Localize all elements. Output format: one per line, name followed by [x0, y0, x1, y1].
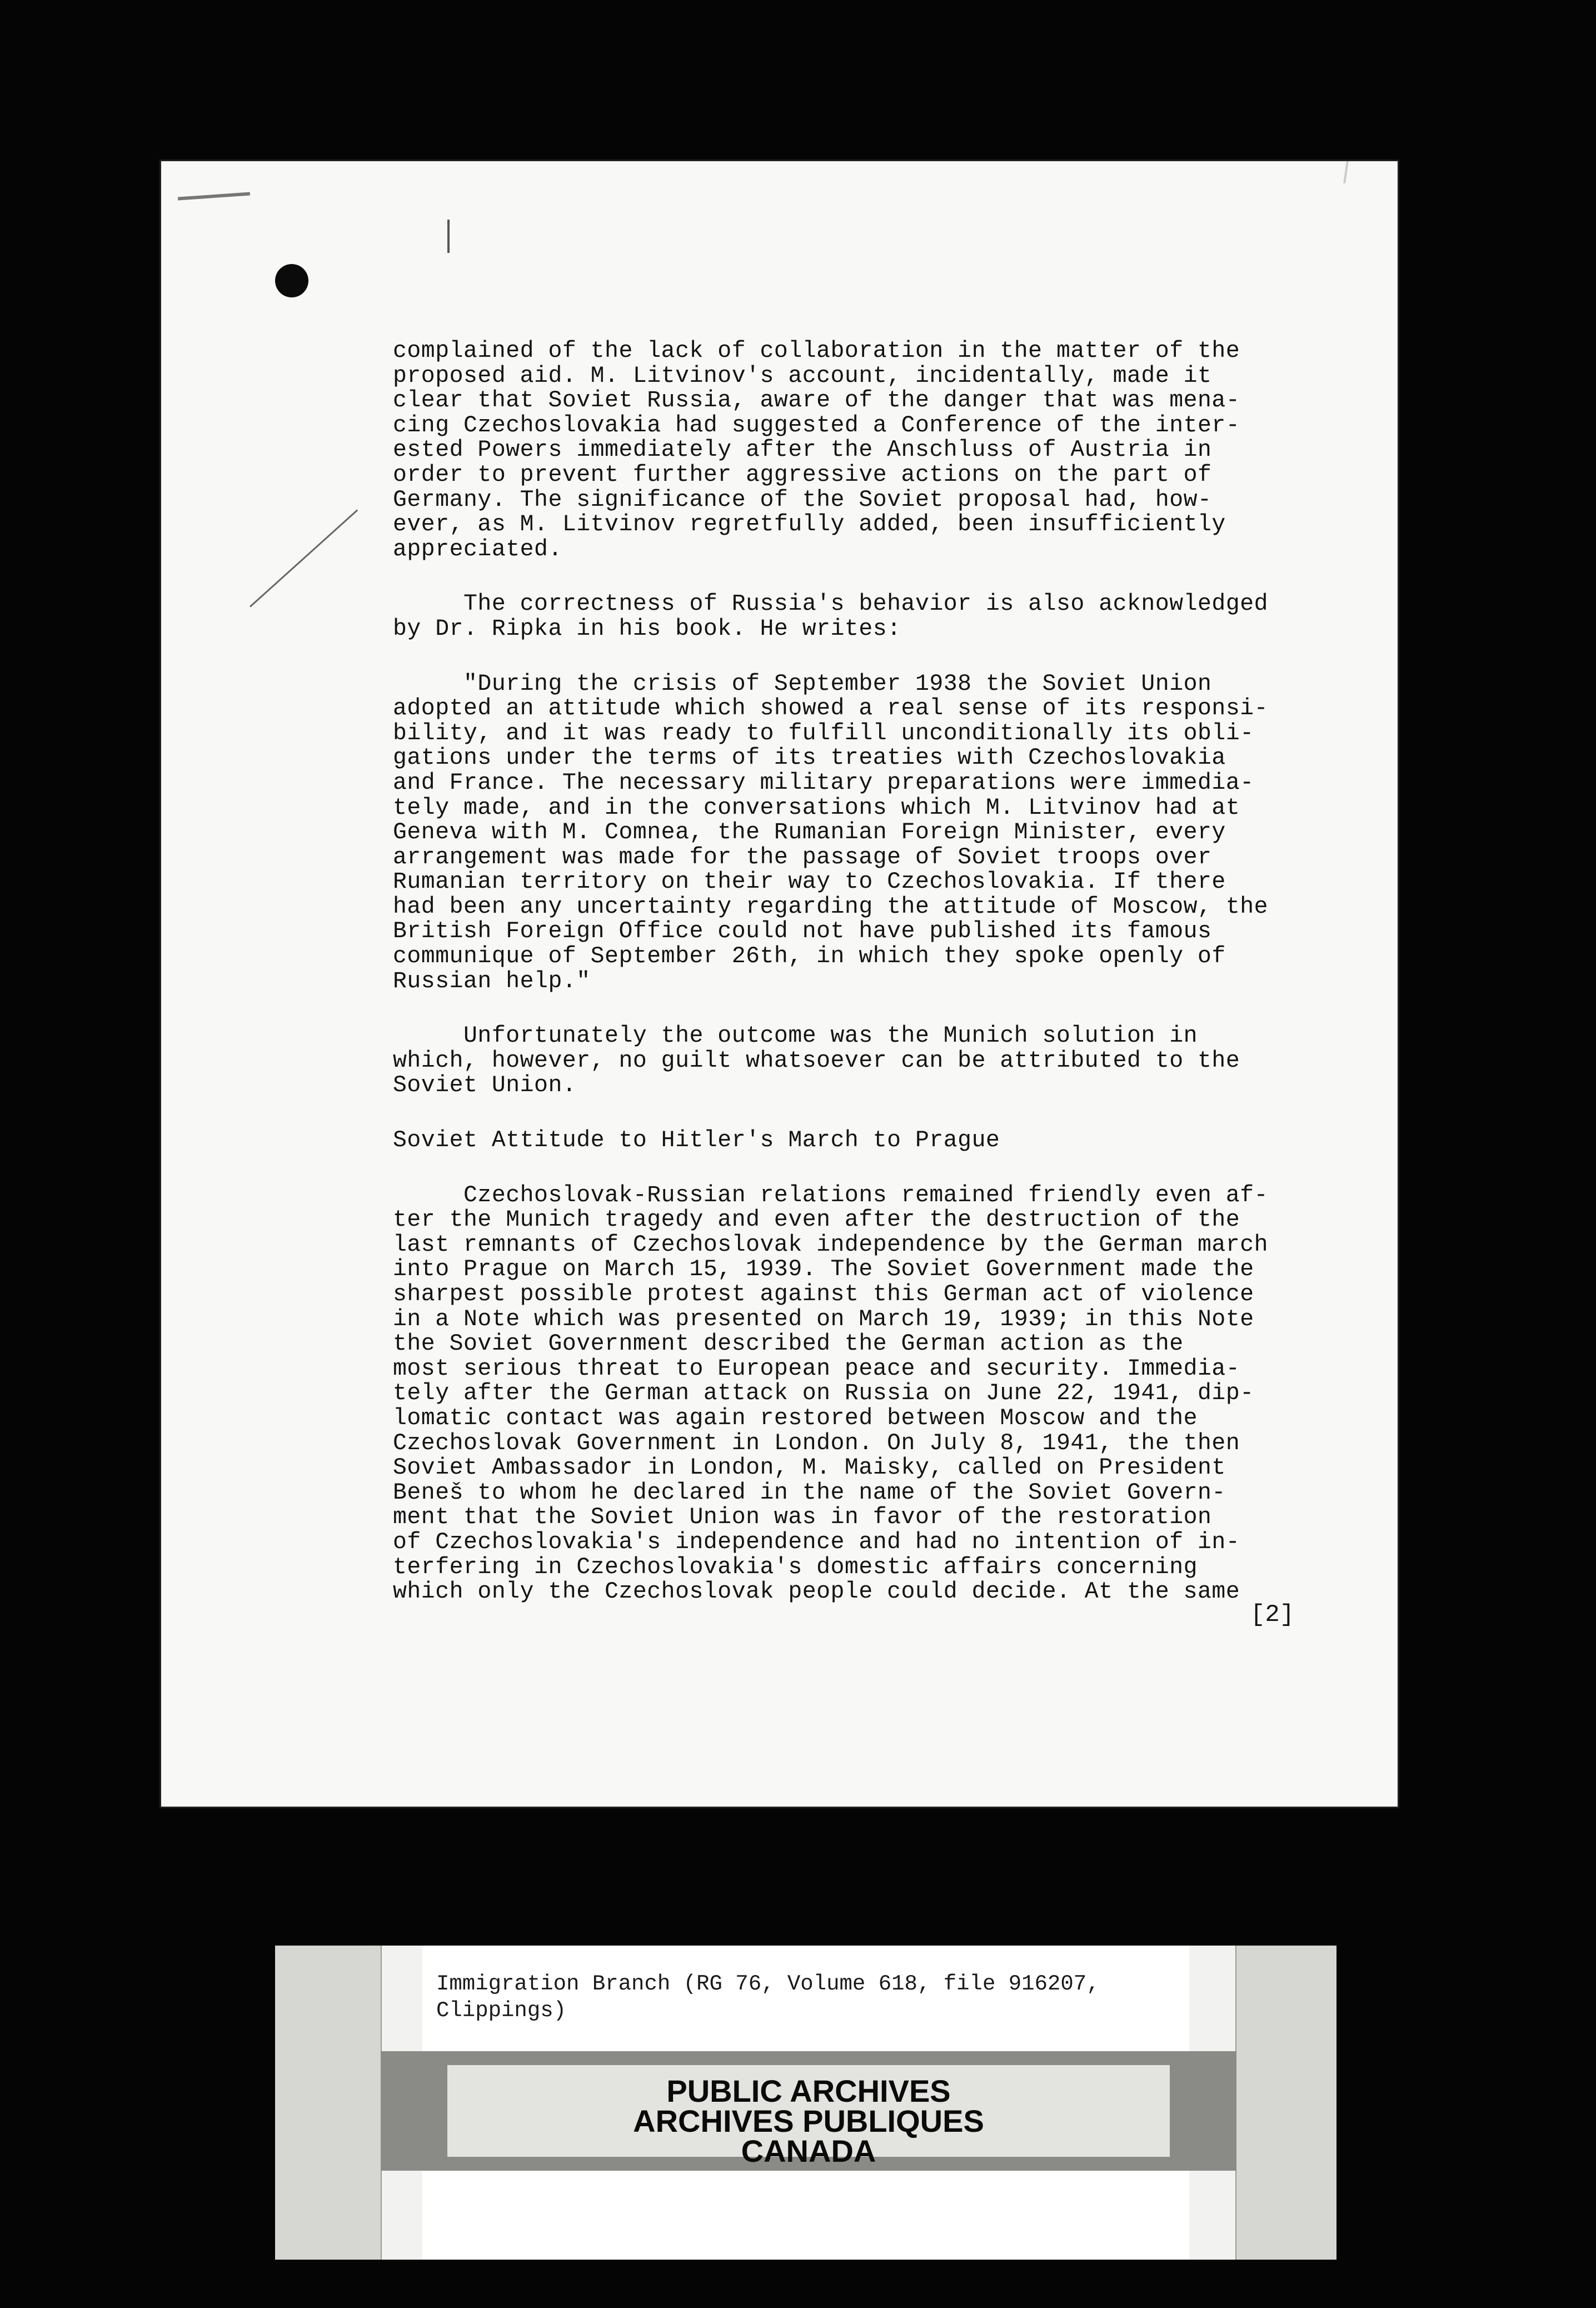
text-line: the Soviet Government described the German action as the [393, 1331, 1184, 1357]
text-line: and France. The necessary military preparations were immedia- [393, 769, 1254, 796]
block-quote [393, 672, 1360, 994]
text-line: ter the Munich tragedy and even after the destruction of the [393, 1207, 1240, 1233]
spacer [393, 642, 1360, 672]
text-line: adopted an attitude which showed a real sense of its responsi- [393, 695, 1269, 722]
text-line: Czechoslovak Government in London. On July 8, 1941, the then [393, 1430, 1240, 1456]
text-line: Russian help." [393, 968, 591, 994]
stamp-line: CANADA [741, 2133, 876, 2168]
text-line: into Prague on March 15, 1939. The Soviet Government made the [393, 1256, 1254, 1283]
text-line: which only the Czechoslovak people could decide. At the same [393, 1579, 1240, 1605]
text-line: The correctness of Russia's behavior is also acknowledged [393, 591, 1269, 618]
text-line: arrangement was made for the passage of Soviet troops over [393, 844, 1212, 871]
text-line: communique of September 26th, in which they spoke openly of [393, 943, 1226, 970]
paragraph-litvinov [393, 339, 1360, 562]
text-line: Czechoslovak-Russian relations remained friendly even af- [393, 1182, 1269, 1208]
reference-line: Clippings) [436, 1998, 567, 2023]
spacer [393, 1153, 1360, 1183]
text-line: clear that Soviet Russia, aware of the danger that was mena- [393, 387, 1240, 414]
archive-stamp [447, 2065, 1170, 2168]
text-line: cing Czechoslovakia had suggested a Conference of the inter- [393, 412, 1240, 439]
stamp-line: ARCHIVES PUBLIQUES [633, 2103, 984, 2138]
stray-mark [1343, 161, 1349, 183]
text-line: Beneš to whom he declared in the name of the Soviet Govern- [393, 1479, 1226, 1506]
text-line: appreciated. [393, 536, 562, 563]
spacer [393, 1098, 1360, 1128]
text-line: ever, as M. Litvinov regretfully added, been insufficiently [393, 511, 1226, 538]
text-line: tely made, and in the conversations which M. Litvinov had at [393, 794, 1240, 821]
corner-smudge [178, 192, 250, 200]
text-line: in a Note which was presented on March 19, 1939; in this Note [393, 1306, 1254, 1332]
pencil-mark [447, 220, 450, 253]
text-line: terfering in Czechoslovakia's domestic affairs concerning [393, 1554, 1198, 1580]
document-page [161, 161, 1398, 1807]
text-line: Germany. The significance of the Soviet proposal had, how- [393, 486, 1212, 513]
archive-stamp-text [447, 2073, 1170, 2168]
punch-hole [275, 264, 308, 297]
text-line: order to prevent further aggressive actions on the part of [393, 461, 1212, 488]
text-line: last remnants of Czechoslovak independence by the German march [393, 1231, 1269, 1258]
tape-right [1235, 1946, 1336, 2260]
paragraph-munich [393, 1024, 1360, 1098]
paper-crease [250, 509, 358, 607]
text-line: "During the crisis of September 1938 the Soviet Union [393, 670, 1212, 697]
archive-reference [436, 1971, 1100, 2024]
text-line: most serious threat to European peace and security. Immedia- [393, 1355, 1240, 1382]
text-line: by Dr. Ripka in his book. He writes: [393, 615, 901, 642]
text-line: lomatic contact was again restored between Moscow and the [393, 1405, 1198, 1431]
text-line: Unfortunately the outcome was the Munich solution in [393, 1023, 1198, 1049]
text-line: Rumanian territory on their way to Czechoslovakia. If there [393, 869, 1226, 896]
text-line: gations under the terms of its treaties with Czechoslovakia [393, 745, 1226, 772]
text-line: ment that the Soviet Union was in favor of the restoration [393, 1504, 1212, 1531]
text-line: Geneva with M. Comnea, the Rumanian Foreign Minister, every [393, 819, 1226, 846]
spacer [393, 562, 1360, 592]
stamp-line: PUBLIC ARCHIVES [666, 2073, 951, 2108]
text-line: complained of the lack of collaboration in the matter of the [393, 338, 1240, 364]
reference-line: Immigration Branch (RG 76, Volume 618, file 916207, [436, 1972, 1100, 1996]
tape-left [275, 1946, 382, 2260]
archive-stamp-band [381, 2051, 1236, 2171]
archive-label [275, 1946, 1336, 2260]
page-number: [2] [1250, 1601, 1295, 1629]
section-heading: Soviet Attitude to Hitler's March to Prague [393, 1127, 1000, 1154]
text-line: had been any uncertainty regarding the attitude of Moscow, the [393, 893, 1269, 920]
text-line: bility, and it was ready to fulfill unconditionally its obli- [393, 720, 1254, 747]
text-line: ested Powers immediately after the Anschluss of Austria in [393, 437, 1212, 464]
text-line: British Foreign Office could not have published its famous [393, 918, 1212, 945]
paragraph-relations [393, 1183, 1360, 1605]
spacer [393, 994, 1360, 1024]
text-line: of Czechoslovakia's independence and had no intention of in- [393, 1529, 1240, 1555]
text-line: Soviet Union. [393, 1072, 577, 1099]
text-line: sharpest possible protest against this German act of violence [393, 1281, 1254, 1307]
text-line: proposed aid. M. Litvinov's account, incidentally, made it [393, 362, 1212, 389]
paragraph-ripka-intro [393, 592, 1360, 641]
text-line: which, however, no guilt whatsoever can be attributed to the [393, 1047, 1240, 1074]
body-text [393, 339, 1360, 1605]
text-line: Soviet Ambassador in London, M. Maisky, called on President [393, 1455, 1226, 1481]
text-line: tely after the German attack on Russia on June 22, 1941, dip- [393, 1380, 1254, 1407]
